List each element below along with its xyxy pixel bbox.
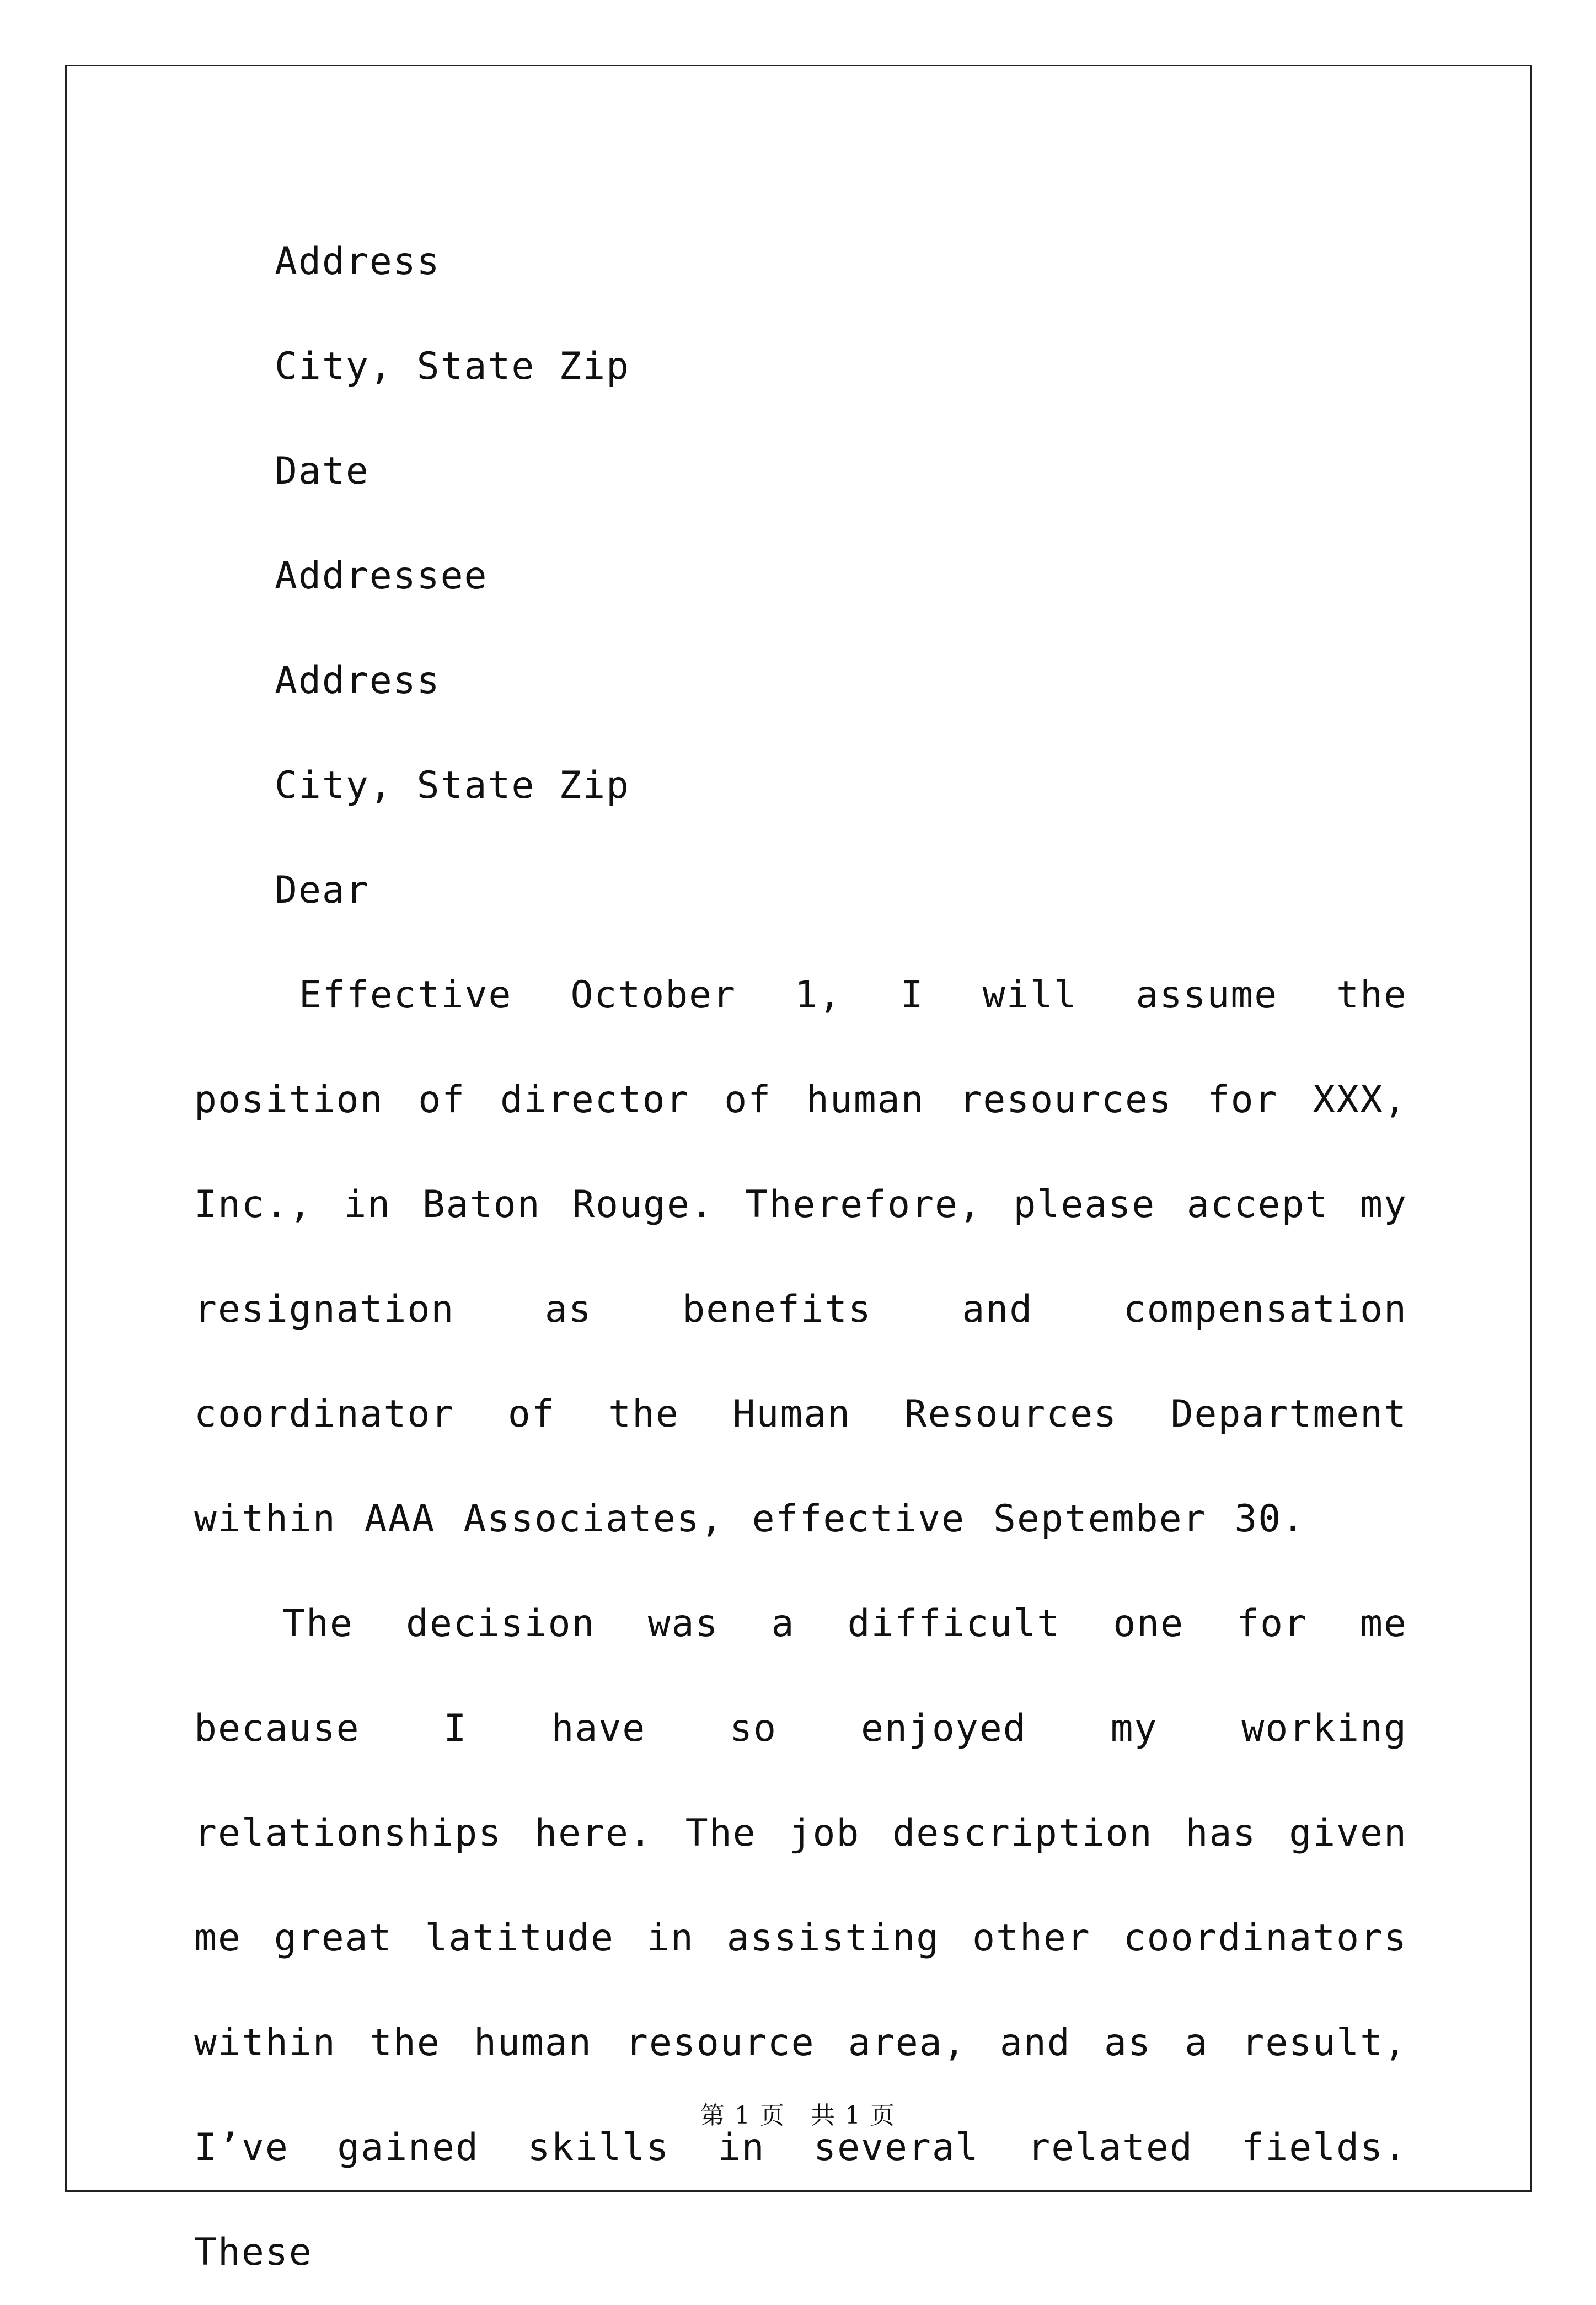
letter-body xyxy=(194,210,1407,2305)
sender-address-line: Address xyxy=(275,240,441,283)
body-paragraph-2: The decision was a difficult one for me because I have so enjoyed my working relationships here. The job description has given me great latitude in assisting other coordinators within the human resource area, and as a result, I’ve gained skills in several related fields. These xyxy=(194,1602,1407,2274)
date-line: Date xyxy=(275,449,369,493)
sender-city-state-zip-line: City, State Zip xyxy=(275,345,630,388)
addressee-line: Addressee xyxy=(275,554,488,598)
salutation-line: Dear xyxy=(275,869,369,912)
page-number-footer: 第 1 页 共 1 页 xyxy=(700,2102,896,2130)
addressee-city-state-zip-line: City, State Zip xyxy=(275,764,630,807)
body-paragraph-1: Effective October 1, I will assume the position of director of human resources for XXX, Inc., in Baton Rouge. Therefore, please accept my resignation as benefits and compensation coordinator of the Human Resources Department within AAA Associates, effective September 30. xyxy=(194,973,1407,1541)
addressee-address-line: Address xyxy=(275,659,441,703)
